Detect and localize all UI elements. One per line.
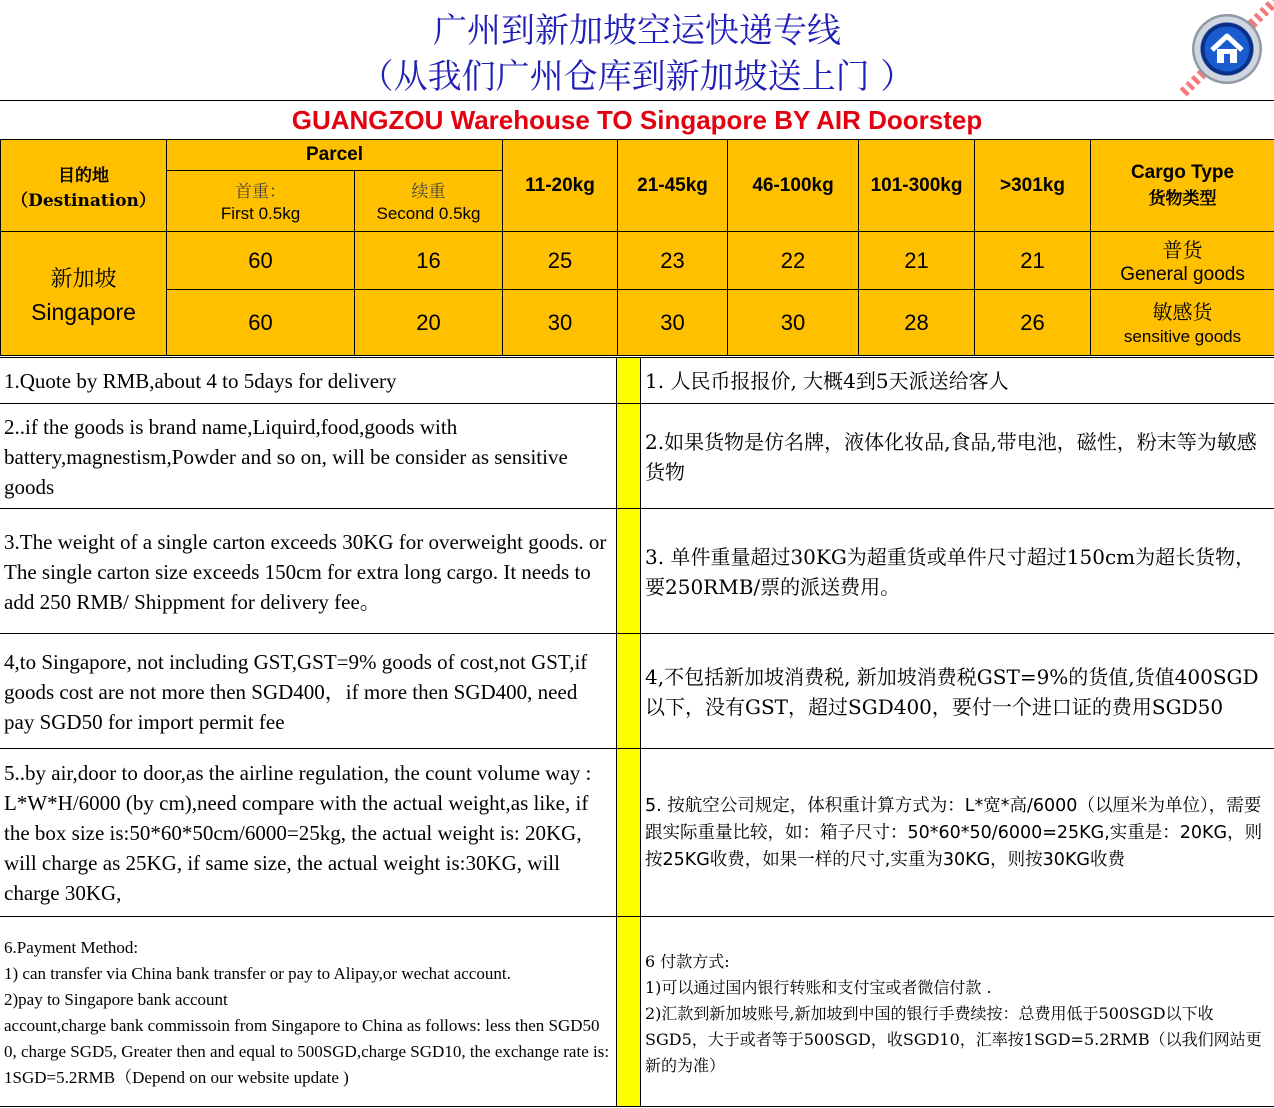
col-46-100: 46-100kg — [728, 140, 859, 232]
note-row-1 — [0, 357, 1274, 404]
note-row-3 — [0, 508, 1274, 634]
home-icon[interactable] — [1192, 14, 1262, 84]
cargo-type-general — [1091, 232, 1274, 290]
note-divider — [617, 749, 641, 917]
cargo-type-header — [1091, 140, 1274, 232]
home-glyph-icon — [1192, 14, 1262, 84]
note-5-cn: 5. 按航空公司规定，体积重计算方式为：L*宽*高/6000（以厘米为单位），需要跟实际重量比较，如：箱子尺寸：50*60*50/6000=25KG,实重是：20KG，则按25KG收费，如果一样的尺寸,实重为30KG，则按30KG收费 — [645, 795, 1263, 870]
type-en: sensitive goods — [1123, 327, 1242, 346]
rate-cell: 30 — [618, 290, 728, 356]
country-cn: 新加坡 — [50, 266, 117, 292]
note-6-en-l2: 1) can transfer via China bank transfer or pay to Alipay,or wechat account. — [4, 964, 511, 983]
note-6-en — [0, 917, 617, 1107]
bottom-border — [0, 1106, 1274, 1107]
note-6-cn-l3: 2)汇款到新加坡账号,新加坡到中国的银行手费续按：总费用低于500SGD以下收SGD5，大于或者等于500SGD，收SGD10，汇率按1SGD=5.2RMB（以我们网站更新的为准） — [645, 1004, 1262, 1075]
note-6-cn-l2: 1)可以通过国内银行转账和支付宝或者微信付款 . — [645, 978, 992, 997]
rate-table — [0, 139, 1274, 356]
title-cn-line2: （从我们广州仓库到新加坡送上门 ） — [359, 57, 915, 97]
note-3-en: 3.The weight of a single carton exceeds 30KG for overweight goods. or The single carton size exceeds 150cm for extra long cargo. It needs to add 250 RMB/ Shippment for delivery fee。 — [0, 509, 617, 634]
note-divider — [617, 358, 641, 404]
note-4-cn: 4,不包括新加坡消费税, 新加坡消费税GST=9%的货值,货值400SGD以下，没有GST，超过SGD400，要付一个进口证的费用SGD50 — [645, 664, 1259, 719]
note-row-2 — [0, 403, 1274, 509]
type-cn: 敏感货 — [1152, 300, 1213, 324]
second-weight-header — [355, 171, 503, 232]
note-row-4 — [0, 633, 1274, 749]
note-row-6 — [0, 916, 1274, 1107]
rate-cell: 23 — [618, 232, 728, 290]
note-2-cn: 2.如果货物是仿名牌，液体化妆品,食品,带电池，磁性，粉末等为敏感货物 — [645, 429, 1257, 484]
header-divider — [0, 100, 1274, 101]
rate-cell: 21 — [859, 232, 975, 290]
first-weight-header — [167, 171, 355, 232]
note-6-cn — [641, 917, 1274, 1107]
note-divider — [617, 634, 641, 749]
page-title-cn — [0, 10, 1274, 98]
title-cn-line1: 广州到新加坡空运快递专线 — [433, 11, 841, 51]
note-divider — [617, 404, 641, 509]
destination-en: （Destination） — [11, 190, 156, 211]
country-cell — [1, 232, 167, 356]
note-5-en: 5..by air,door to door,as the airline regulation, the count volume way : L*W*H/6000 (by cm),need compare with the actual weight,as like, if the box size is:50*60*50cm/6000=25kg, the actual weight is: 20KG, will charge as 25KG, if same size, the actual weight is:30KG, will charge 30KG, — [0, 749, 617, 917]
cargo-type-cn: 货物类型 — [1148, 189, 1217, 209]
rate-cell: 28 — [859, 290, 975, 356]
note-4-en: 4,to Singapore, not including GST,GST=9% goods of cost,not GST,if goods cost are not more then SGD400，if more then SGD400, need pay SGD50 for import permit fee — [0, 634, 617, 749]
note-row-5 — [0, 748, 1274, 917]
second-en: Second 0.5kg — [376, 203, 481, 223]
note-1-cn: 1. 人民币报报价, 大概4到5天派送给客人 — [645, 369, 1009, 393]
rate-cell: 25 — [503, 232, 618, 290]
rate-cell: 26 — [975, 290, 1091, 356]
type-en: General goods — [1120, 264, 1245, 285]
second-cn: 续重 — [411, 181, 446, 202]
destination-cn: 目的地 — [58, 165, 109, 186]
cargo-type-en: Cargo Type — [1130, 162, 1235, 183]
page-title-en: GUANGZOU Warehouse TO Singapore BY AIR Doorstep — [291, 105, 983, 135]
cargo-type-sensitive — [1091, 290, 1274, 356]
note-6-en-l1: 6.Payment Method: — [4, 938, 139, 957]
rate-cell: 30 — [728, 290, 859, 356]
rate-cell: 20 — [355, 290, 503, 356]
note-divider — [617, 509, 641, 634]
parcel-header: Parcel — [167, 140, 503, 171]
col-301: >301kg — [975, 140, 1091, 232]
rate-cell: 30 — [503, 290, 618, 356]
rate-cell: 22 — [728, 232, 859, 290]
note-6-en-l3: 2)pay to Singapore bank account — [4, 990, 228, 1009]
rate-cell: 60 — [167, 290, 355, 356]
country-en: Singapore — [31, 298, 136, 325]
note-2-en: 2..if the goods is brand name,Liquird,food,goods with battery,magnestism,Powder and so on, will be consider as sensitive goods — [0, 404, 617, 509]
type-cn: 普货 — [1162, 238, 1203, 262]
rate-cell: 16 — [355, 232, 503, 290]
first-en: First 0.5kg — [220, 203, 301, 223]
destination-header — [1, 140, 167, 232]
note-3-cn: 3. 单件重量超过30KG为超重货或单件尺寸超过150cm为超长货物，要250RMB/票的派送费用。 — [645, 544, 1256, 599]
note-divider — [617, 917, 641, 1107]
rate-cell: 60 — [167, 232, 355, 290]
note-1-en: 1.Quote by RMB,about 4 to 5days for delivery — [0, 358, 617, 404]
col-21-45: 21-45kg — [618, 140, 728, 232]
col-11-20: 11-20kg — [503, 140, 618, 232]
note-6-cn-l1: 6 付款方式: — [645, 952, 730, 971]
first-cn: 首重： — [235, 181, 286, 202]
col-101-300: 101-300kg — [859, 140, 975, 232]
note-6-en-l4: account,charge bank commissoin from Singapore to China as follows: less then SGD500, charge SGD5, Greater then and equal to 500SGD,charge SGD10, the exchange rate is: 1SGD=5.2RMB（Depend on our website update ) — [4, 1016, 610, 1087]
rate-cell: 21 — [975, 232, 1091, 290]
